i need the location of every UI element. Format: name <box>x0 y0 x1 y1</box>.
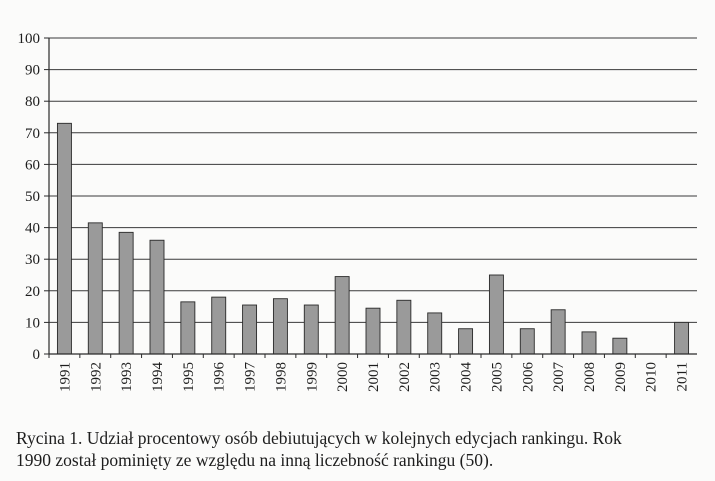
x-tick-label: 1997 <box>242 362 259 392</box>
y-tick-label: 100 <box>17 31 40 47</box>
x-tick-label: 1996 <box>211 362 228 392</box>
x-tick-label: 1991 <box>57 362 74 392</box>
x-tick-label: 2011 <box>674 362 691 392</box>
x-tick-label: 2009 <box>612 362 629 392</box>
x-tick-label: 2001 <box>366 362 382 392</box>
y-tick-label: 80 <box>25 94 40 111</box>
bar-2003 <box>428 313 442 354</box>
x-tick-label: 2002 <box>396 362 413 392</box>
x-tick-label: 1999 <box>304 362 321 392</box>
y-tick-label: 0 <box>32 347 40 363</box>
y-tick-label: 10 <box>25 315 40 332</box>
y-tick-label: 90 <box>25 62 40 79</box>
caption-line-1: Rycina 1. Udział procentowy osób debiutujących w kolejnych edycjach rankingu. Rok <box>16 428 622 448</box>
y-tick-label: 40 <box>25 220 40 237</box>
bar-2009 <box>613 338 627 354</box>
bar-2006 <box>520 329 534 354</box>
bar-1995 <box>181 302 195 354</box>
figure-caption <box>16 427 706 471</box>
x-tick-label: 2008 <box>582 362 598 392</box>
caption-line-2: 1990 został pominięty ze względu na inną liczebność rankingu (50). <box>16 450 494 470</box>
bar-1998 <box>273 299 287 354</box>
bar-1993 <box>119 232 133 354</box>
y-tick-label: 30 <box>25 252 40 269</box>
x-tick-label: 1995 <box>180 362 197 392</box>
y-tick-label: 60 <box>25 157 40 174</box>
gridlines <box>49 38 697 322</box>
bar-2011 <box>675 322 689 354</box>
bar-1999 <box>304 305 318 354</box>
x-tick-label: 1994 <box>150 362 166 392</box>
y-tick-label: 50 <box>25 189 40 205</box>
x-tick-label: 1992 <box>88 362 105 392</box>
bar-2007 <box>551 310 565 354</box>
bar-1991 <box>57 123 71 354</box>
bar-2001 <box>366 308 380 354</box>
bar-2008 <box>582 332 596 354</box>
x-tick-labels <box>57 362 690 393</box>
bar-1994 <box>150 240 164 354</box>
x-tick-label: 2003 <box>427 362 444 392</box>
bar-1997 <box>243 305 257 354</box>
bar-1996 <box>212 297 226 354</box>
bar-2000 <box>335 277 349 354</box>
x-tick-label: 2004 <box>458 362 475 392</box>
x-tick-label: 1998 <box>273 362 290 392</box>
bars <box>57 123 688 354</box>
bar-1992 <box>88 223 102 354</box>
x-tick-label: 2005 <box>489 362 506 393</box>
bar-2004 <box>459 329 473 354</box>
bar-2005 <box>489 275 503 354</box>
y-tick-label: 20 <box>25 283 40 300</box>
y-tick-label: 70 <box>25 125 40 142</box>
y-tick-labels <box>18 31 41 363</box>
x-tick-label: 1993 <box>119 362 136 392</box>
x-tick-label: 2006 <box>520 362 537 392</box>
x-tick-label: 2000 <box>335 362 352 392</box>
x-tick-label: 2007 <box>551 362 568 392</box>
x-tick-label: 2010 <box>643 362 660 392</box>
bar-2002 <box>397 300 411 354</box>
